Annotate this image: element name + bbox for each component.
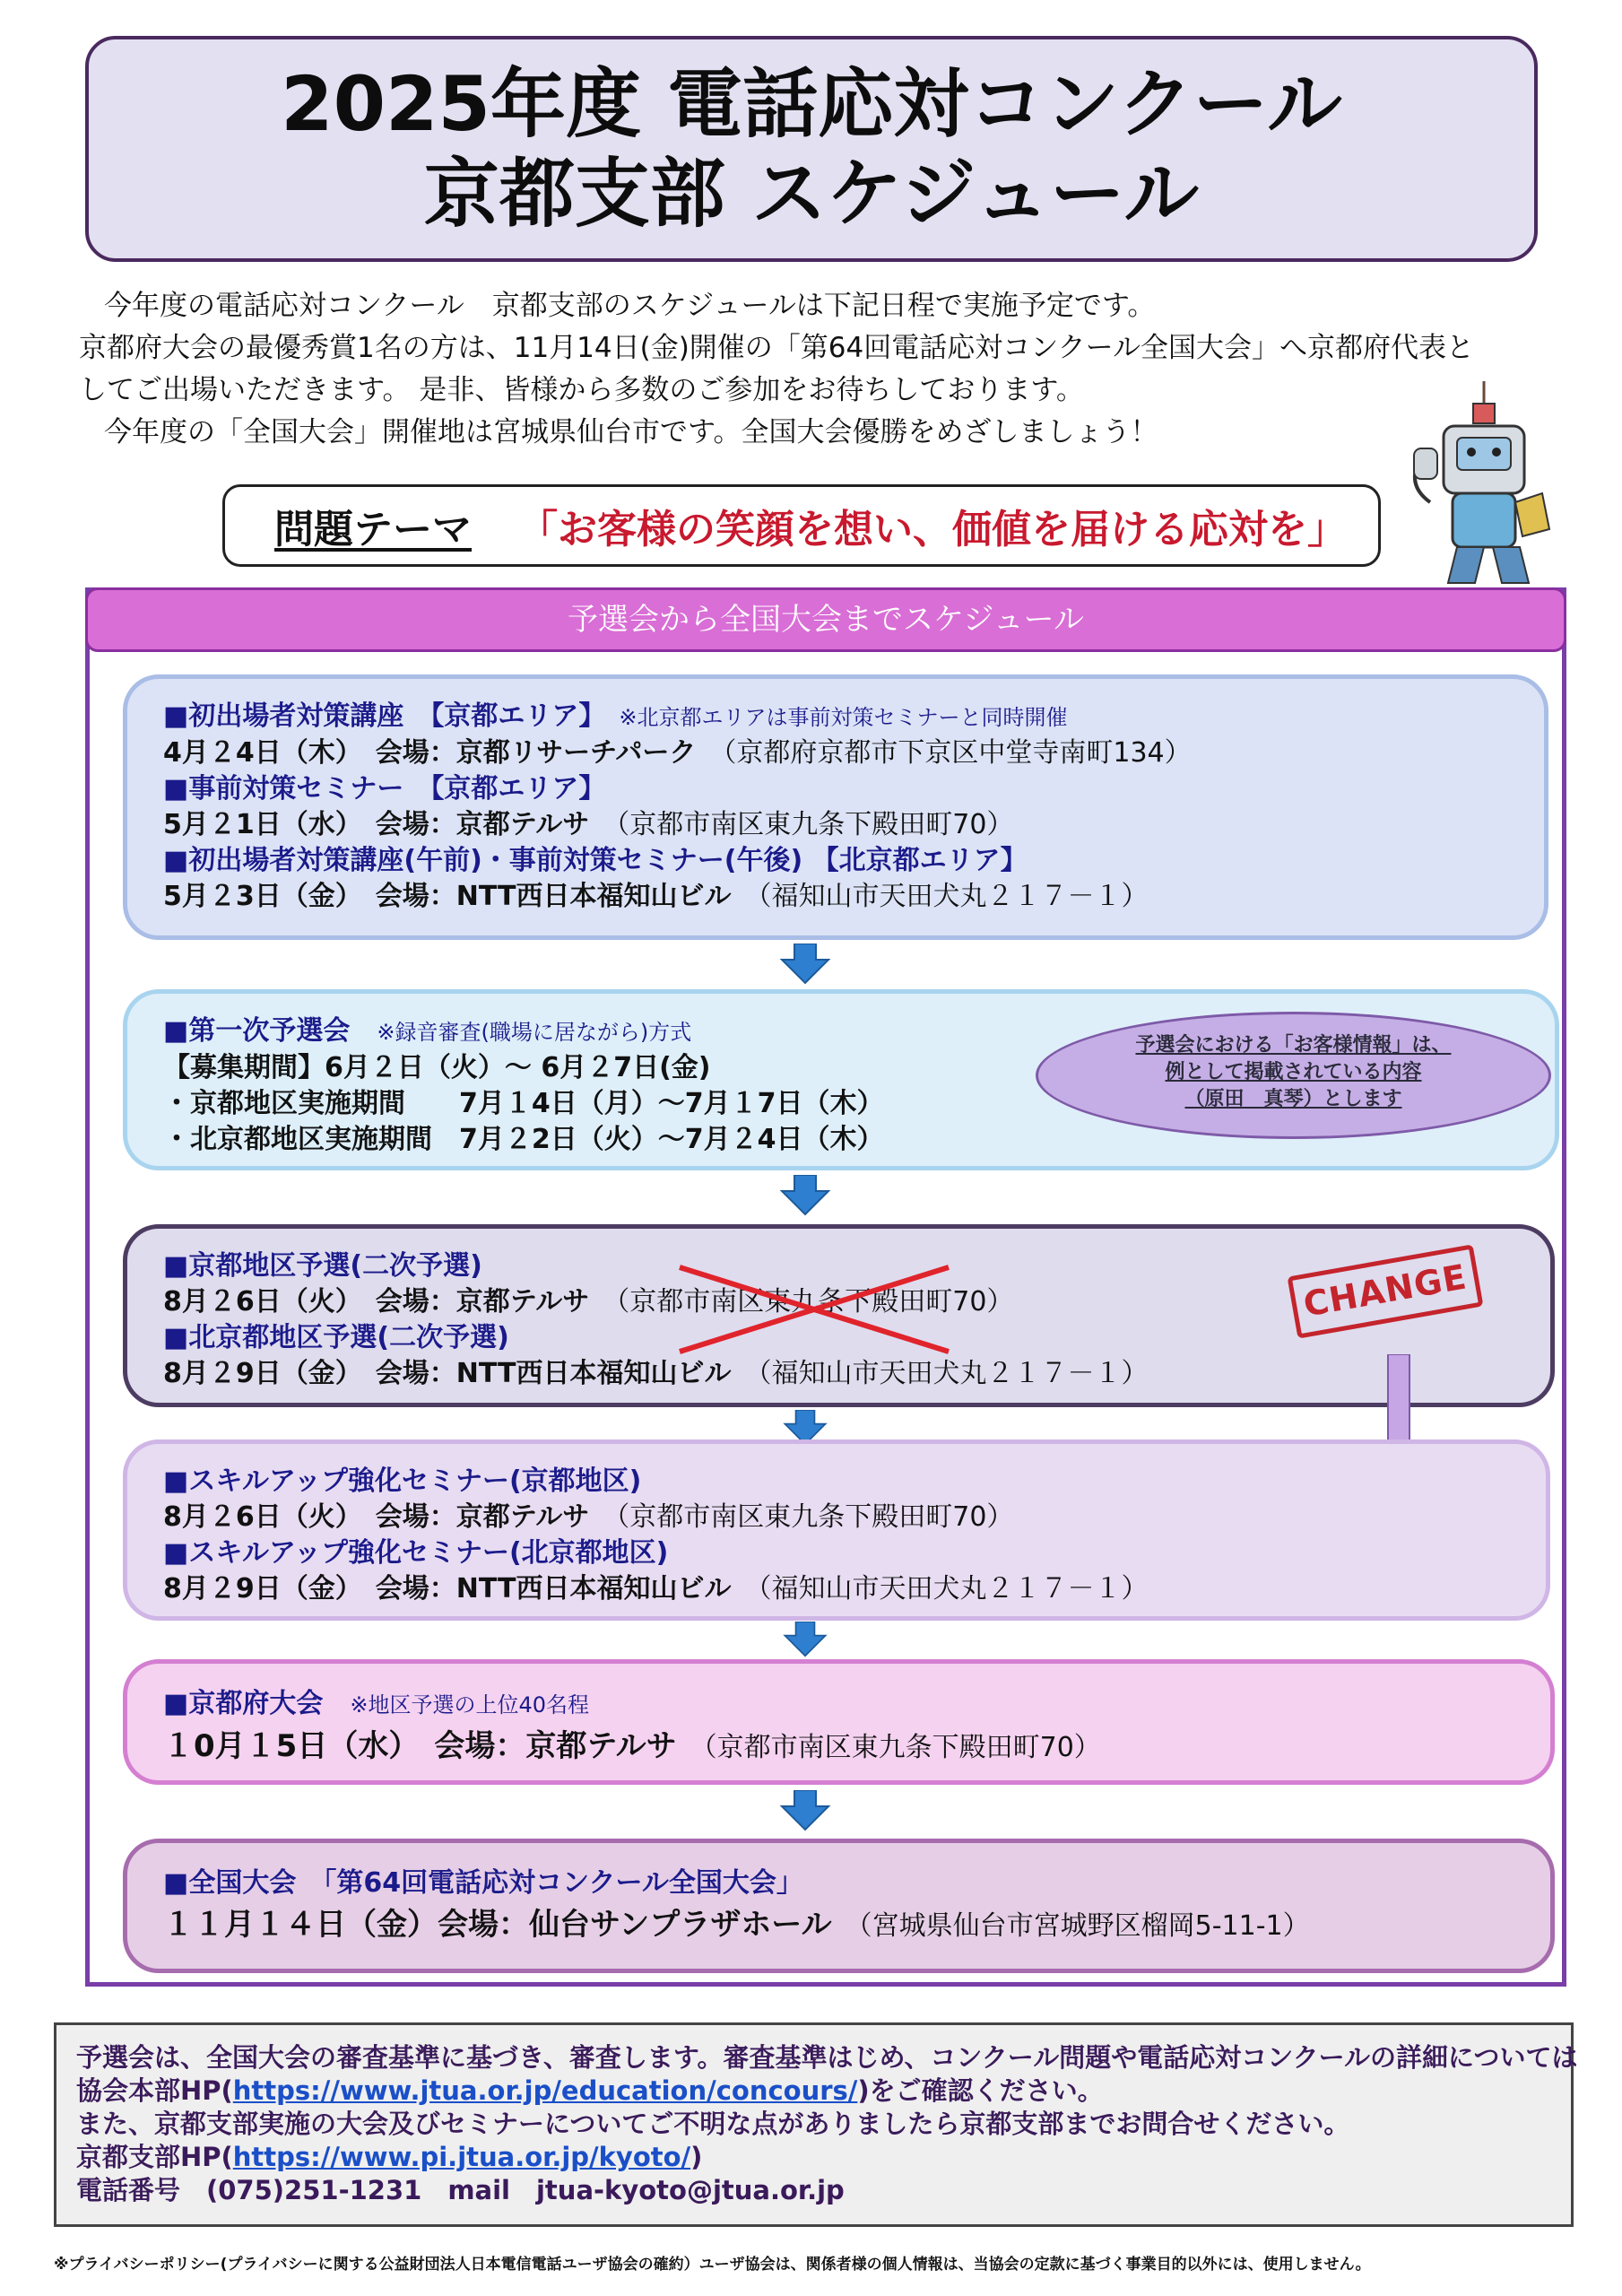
intro-line: 今年度の電話応対コンクール 京都支部のスケジュールは下記日程で実施予定です。 [104, 290, 1156, 322]
panel4-date1: 8月２6日（火） 会場：京都テルサ [163, 1501, 590, 1533]
panel5-date: １0月１5日（水） 会場：京都テルサ [163, 1728, 677, 1764]
customer-info-note [1036, 1012, 1551, 1139]
panel4-heading1: スキルアップ強化セミナー(京都地区) [188, 1465, 642, 1497]
intro-line: 今年度の「全国大会」開催地は宮城県仙台市です。全国大会優勝をめざしましょう！ [104, 416, 1158, 448]
panel1-heading2: 事前対策セミナー 【京都エリア】 [188, 773, 606, 804]
panel-national-contest: ■全国大会 「第64回電話応対コンクール全国大会」 １１月１４日（金）会場：仙台サンプラザホール （宮城県仙台市宮城野区榴岡5-11-1） [123, 1839, 1555, 1973]
footer-line: 京都支部HP( [76, 2142, 233, 2172]
panel1-address2: （京都市南区東九条下殿田町70） [616, 809, 1014, 840]
panel4-address2: （福知山市天田犬丸２１７－１） [758, 1573, 1149, 1605]
oval-line: 予選会における「お客様情報」は、 [1135, 1034, 1452, 1057]
panel1-heading1: 初出場者対策講座 【京都エリア】 [188, 700, 593, 732]
panel1-date1: 4月２4日（木） 会場：京都リサーチパーク [163, 737, 697, 769]
down-arrow-icon [778, 1175, 832, 1216]
schedule-header: 予選会から全国大会までスケジュール [85, 587, 1566, 652]
panel5-address: （京都市南区東九条下殿田町70） [703, 1732, 1101, 1763]
privacy-policy-note: ※プライバシーポリシー(プライバシーに関する公益財団法人日本電信電話ユーザ協会の確約）ユーザ協会は、関係者様の個人情報は、当協会の定款に基づく事業目的以外には、使用しません。 [54, 2256, 1371, 2274]
panel3-heading1: 京都地区予選(二次予選) [188, 1250, 482, 1282]
panel2-kitakyoto-period: ・北京都地区実施期間 7月２2日（火）～7月２4日（木） [163, 1124, 884, 1155]
down-arrow-icon [778, 1622, 832, 1657]
panel3-heading2: 北京都地区予選(二次予選) [188, 1322, 509, 1353]
panel3-date1: 8月２6日（火） 会場：京都テルサ [163, 1286, 590, 1318]
panel1-heading3: 初出場者対策講座(午前)・事前対策セミナー(午後) 【北京都エリア】 [188, 845, 1028, 876]
panel-second-preliminary: ■京都地区予選(二次予選) 8月２6日（火） 会場：京都テルサ （京都市南区東九条下殿田町70） ■北京都地区予選(二次予選) 8月２9日（金） 会場：NTT西日本福知山ビル （福知山市天田犬丸２１７－１） [123, 1224, 1555, 1407]
footer-line: 予選会は、全国大会の審査基準に基づき、審査します。審査基準はじめ、コンクール問題や電話応対コンクールの詳細については [76, 2042, 1578, 2073]
panel2-heading: 第一次予選会 [188, 1015, 351, 1047]
intro-text [79, 285, 1585, 454]
cross-out-mark [671, 1260, 958, 1359]
title-box [85, 36, 1538, 262]
panel3-address2: （福知山市天田犬丸２１７－１） [758, 1358, 1149, 1389]
oval-line: 例として掲載されている内容 [1165, 1061, 1422, 1083]
panel5-note: ※地区予選の上位40名程 [350, 1692, 590, 1718]
intro-line: してご出場いただきます。 是非、皆様から多数のご参加をお待ちしております。 [79, 374, 1084, 406]
panel6-date: １１月１４日（金）会場：仙台サンプラザホール [163, 1907, 832, 1943]
intro-line: 京都府大会の最優秀賞1名の方は、11月14日(金)開催の「第64回電話応対コンクール全国大会」へ京都府代表と [79, 332, 1475, 364]
panel-seminars: ■初出場者対策講座 【京都エリア】 ※北京都エリアは事前対策セミナーと同時開催 4月２4日（木） 会場：京都リサーチパーク （京都府京都市下京区中堂寺南町134） ■事前対策セミナー 【京都エリア】 5月２1日（水） 会場：京都テルサ （京都市南区東九条下殿田町70） ■初出場者対策講座(午前)・事前対策セミナー(午後) 【北京都エリア】 5月２3日（金） 会場：NTT西日本福知山ビル （福知山市天田犬丸２１７－１） [123, 674, 1548, 940]
panel2-note: ※録音審査(職場に居ながら)方式 [377, 1020, 692, 1045]
footer-line: また、京都支部実施の大会及びセミナーについてご不明な点がありましたら京都支部までお問合せください。 [76, 2109, 1350, 2139]
panel2-period: 【募集期間】6月２日（火）～ 6月２7日(金) [163, 1052, 711, 1083]
footer-info [54, 2022, 1578, 2227]
theme-text: 「お客様の笑顔を想い、価値を届ける応対を」 [518, 507, 1347, 552]
theme-label: 問題テーマ [274, 507, 472, 552]
panel5-heading: 京都府大会 [188, 1688, 324, 1719]
footer-contact: 電話番号 (075)251-1231 mail jtua-kyoto@jtua.or.jp [76, 2175, 845, 2205]
footer-line: ) [690, 2142, 703, 2172]
panel4-address1: （京都市南区東九条下殿田町70） [616, 1501, 1014, 1533]
footer-line: 協会本部HP( [76, 2075, 233, 2106]
mascot-illustration [1394, 377, 1574, 592]
panel1-date2: 5月２1日（水） 会場：京都テルサ [163, 809, 590, 840]
panel2-kyoto-period: ・京都地区実施期間 7月１4日（月）～7月１7日（木） [163, 1088, 884, 1119]
kyoto-website-link[interactable]: https://www.pi.jtua.or.jp/kyoto/ [232, 2142, 691, 2172]
panel4-date2: 8月２9日（金） 会場：NTT西日本福知山ビル [163, 1573, 732, 1605]
panel-prefecture-contest: ■京都府大会 ※地区予選の上位40名程 １0月１5日（水） 会場：京都テルサ （京都市南区東九条下殿田町70） [123, 1659, 1555, 1785]
panel1-note: ※北京都エリアは事前対策セミナーと同時開催 [619, 705, 1068, 730]
page-title-line2: 京都支部 スケジュール [423, 150, 1200, 238]
hq-website-link[interactable]: https://www.jtua.or.jp/education/concours/ [232, 2075, 858, 2106]
panel6-heading: 全国大会 「第64回電話応対コンクール全国大会」 [188, 1867, 803, 1899]
page-title-line1: 2025年度 電話応対コンクール [281, 60, 1342, 148]
down-arrow-icon [778, 944, 832, 985]
panel1-address1: （京都府京都市下京区中堂寺南町134） [723, 737, 1192, 769]
change-stamp: CHANGE [1288, 1244, 1484, 1338]
down-arrow-icon [778, 1790, 832, 1831]
panel-skillup-seminars: ■スキルアップ強化セミナー(京都地区) 8月２6日（火） 会場：京都テルサ （京都市南区東九条下殿田町70） ■スキルアップ強化セミナー(北京都地区) 8月２9日（金） 会場：NTT西日本福知山ビル （福知山市天田犬丸２１７－１） [123, 1439, 1550, 1621]
theme-box [222, 484, 1381, 567]
panel6-address: （宮城県仙台市宮城野区榴岡5-11-1） [858, 1910, 1310, 1942]
oval-line: （原田 真琴）とします [1184, 1088, 1402, 1110]
panel-first-preliminary: ■第一次予選会 ※録音審査(職場に居ながら)方式 【募集期間】6月２日（火）～ 6月２7日(金) ・京都地区実施期間 7月１4日（月）～7月１7日（木） ・北京都地区実施期間 7月２2日（火）～7月２4日（木） [123, 989, 1559, 1170]
panel1-address3: （福知山市天田犬丸２１７－１） [758, 881, 1149, 912]
footer-line: )をご確認ください。 [857, 2075, 1104, 2106]
panel3-address1: （京都市南区東九条下殿田町70） [616, 1286, 1014, 1318]
panel4-heading2: スキルアップ強化セミナー(北京都地区) [188, 1537, 669, 1569]
panel3-date2: 8月２9日（金） 会場：NTT西日本福知山ビル [163, 1358, 732, 1389]
panel1-date3: 5月２3日（金） 会場：NTT西日本福知山ビル [163, 881, 732, 912]
